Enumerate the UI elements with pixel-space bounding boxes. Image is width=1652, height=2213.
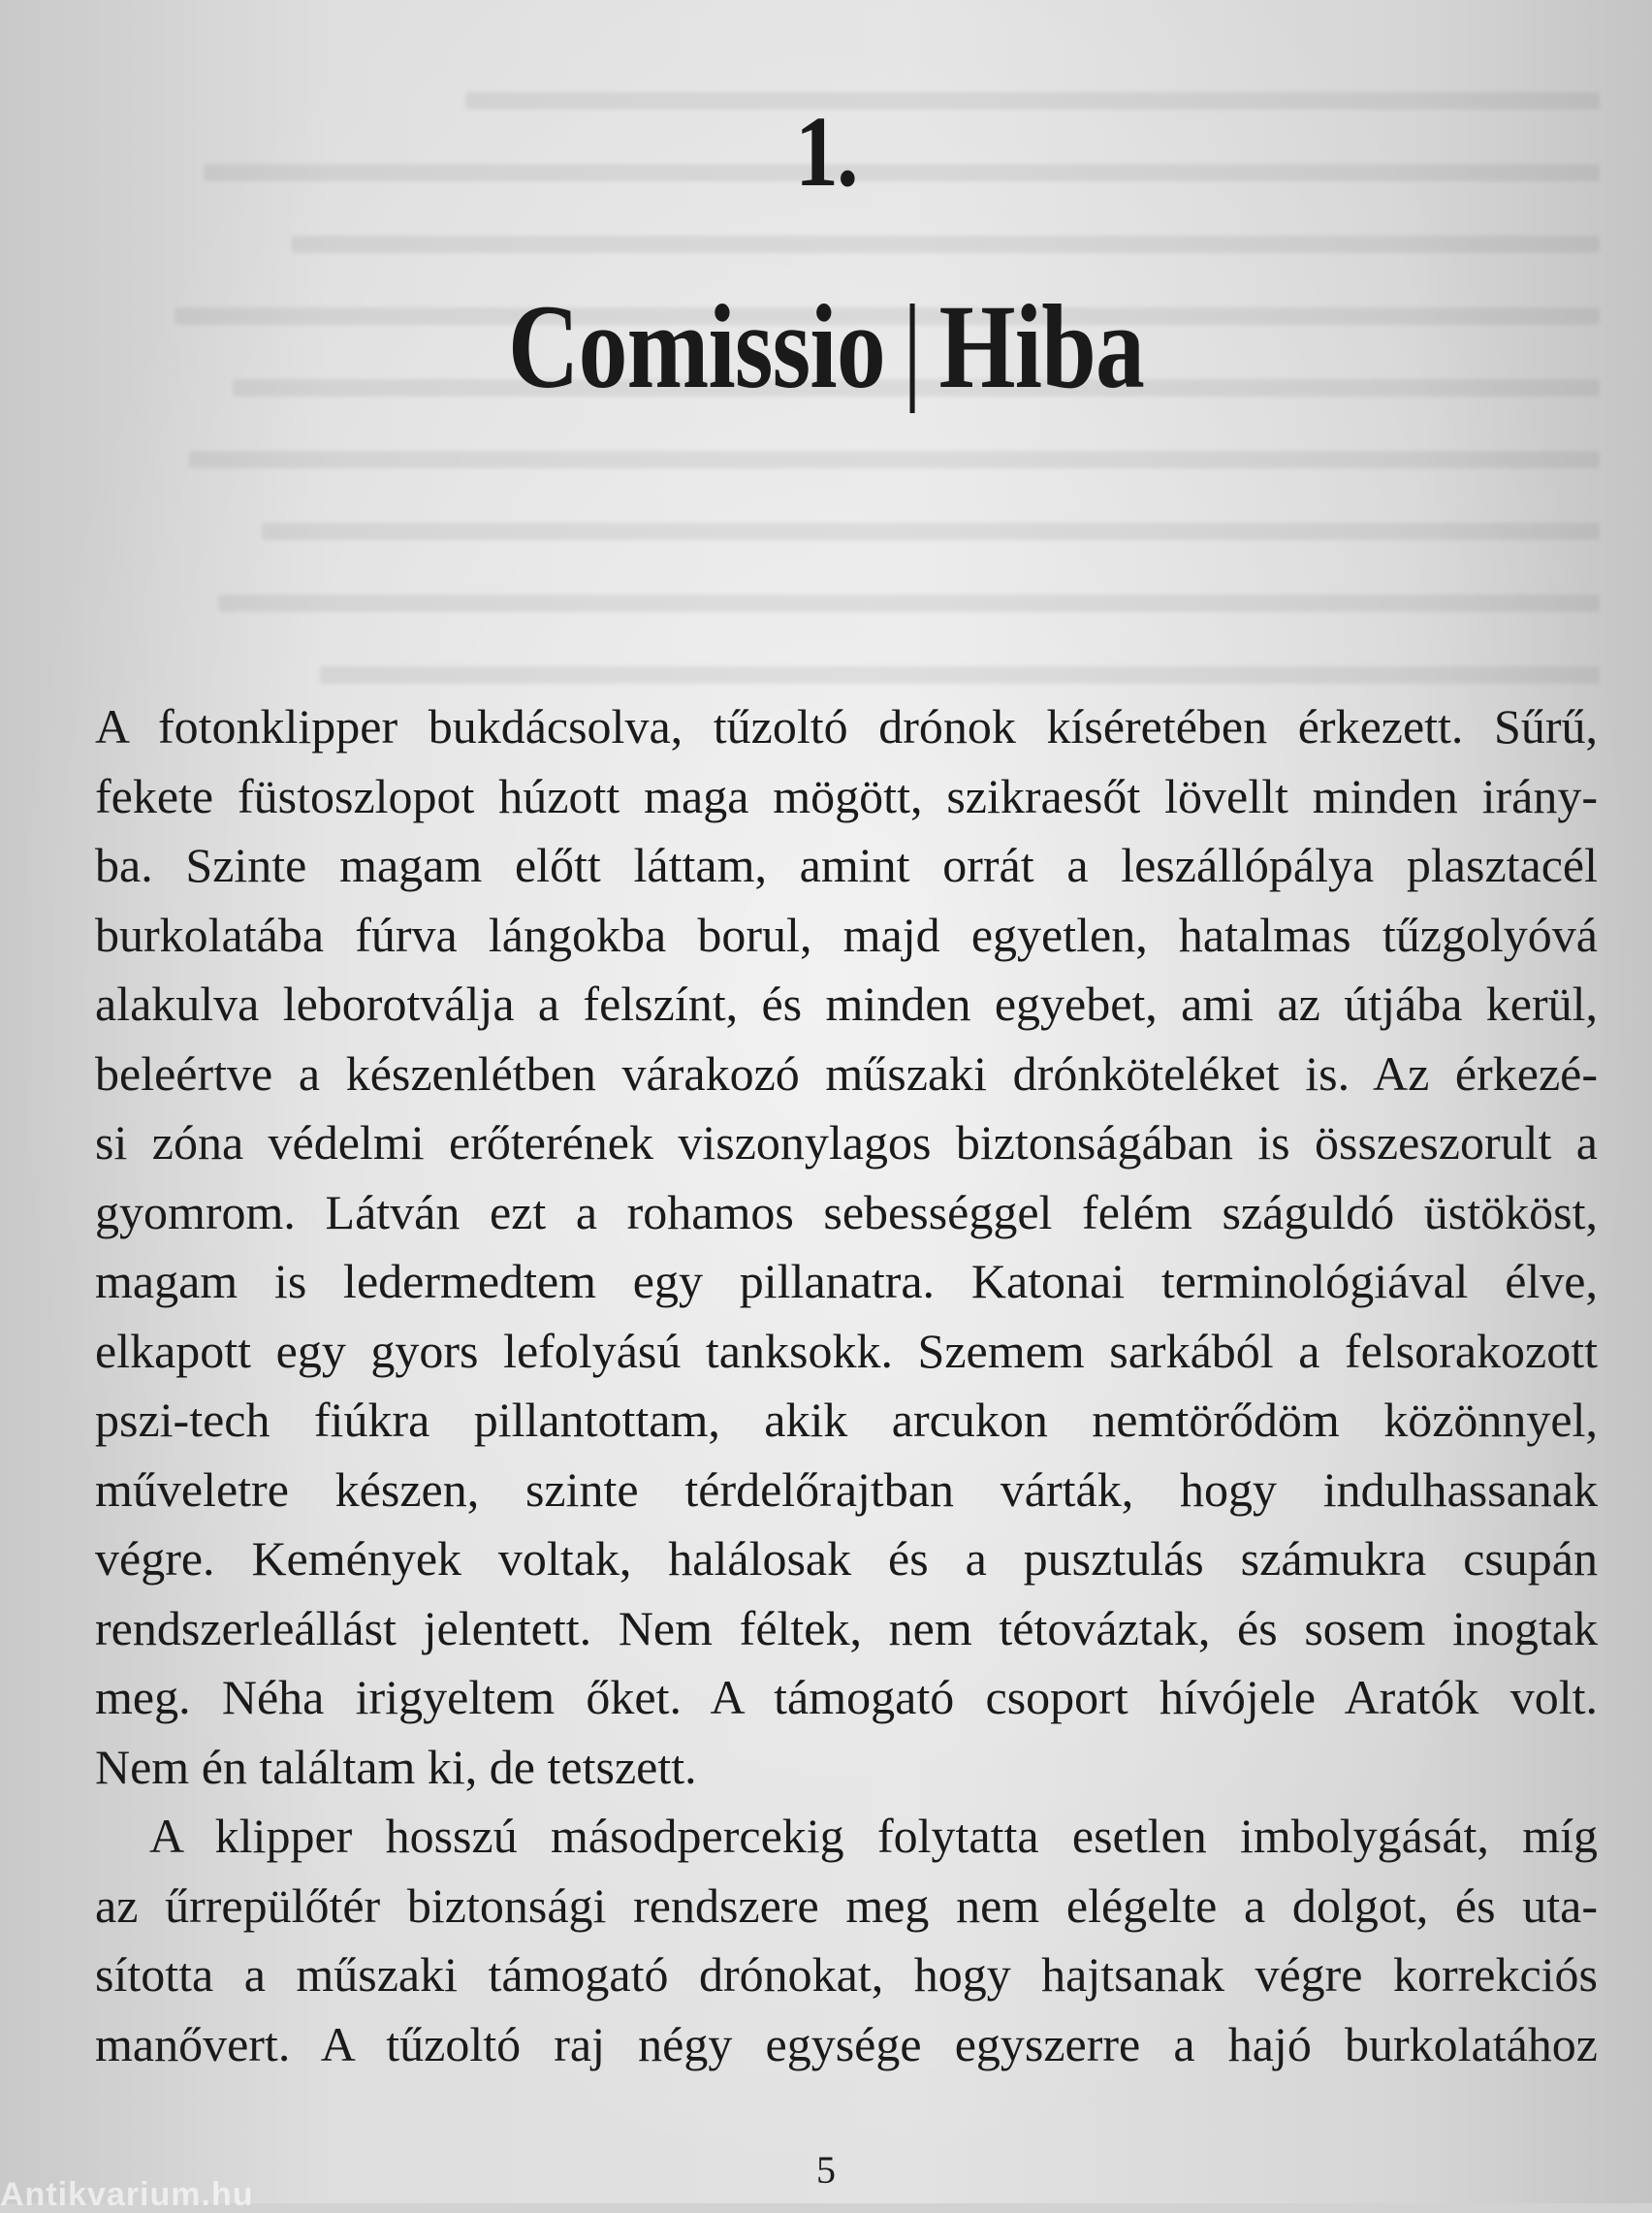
text-line: gyomrom. Látván ezt a rohamos sebességgel felém száguldó üstököst,	[95, 1184, 1598, 1239]
chapter-number: 1.	[795, 96, 857, 208]
text-line: A klipper hosszú másodpercekig folytatta esetlen imbolygását, míg	[149, 1809, 1598, 1863]
text-line: műveletre készen, szinte térdelőrajtban várták, hogy indulhassanak	[95, 1461, 1598, 1517]
text-line: meg. Néha irigyeltem őket. A támogató csoport hívójele Aratók volt.	[95, 1670, 1598, 1724]
body-text	[95, 692, 1598, 2079]
text-line: ba. Szinte magam előtt láttam, amint orrát a leszállópálya plasztacél	[95, 838, 1598, 892]
text-line: fekete füstoszlopot húzott maga mögött, szikraesőt lövellt minden irány-	[95, 768, 1598, 823]
chapter-title-part2: Hiba	[938, 280, 1144, 413]
text-line: beleértve a készenlétben várakozó műszaki drónköteléket is. Az érkezé-	[95, 1045, 1598, 1101]
text-line: si zóna védelmi erőterének viszonylagos biztonságában is összeszorult a	[95, 1115, 1598, 1170]
text-line: rendszerleállást jelentett. Nem féltek, nem tétováztak, és sosem inogtak	[95, 1600, 1598, 1655]
paragraph	[95, 1802, 1598, 2079]
chapter-title	[0, 280, 1652, 413]
text-line: manővert. A tűzoltó raj négy egysége egyszerre a hajó burkolatához	[95, 2016, 1598, 2071]
page-number: 5	[816, 2148, 836, 2192]
watermark: Antikvarium.hu	[0, 2176, 254, 2213]
text-line: A fotonklipper bukdácsolva, tűzoltó drónok kíséretében érkezett. Sűrű,	[95, 699, 1598, 754]
text-line: alakulva leborotválja a felszínt, és minden egyebet, ami az útjába kerül,	[95, 977, 1598, 1031]
paragraph	[95, 692, 1598, 1802]
text-line: pszi-tech fiúkra pillantottam, akik arcukon nemtörődöm közönnyel,	[95, 1393, 1598, 1447]
text-line: Nem én találtam ki, de tetszett.	[95, 1739, 697, 1794]
text-line: az űrrepülőtér biztonsági rendszere meg nem elégelte a dolgot, és uta-	[95, 1877, 1598, 1933]
text-line: magam is ledermedtem egy pillanatra. Katonai terminológiával élve,	[95, 1254, 1598, 1308]
chapter-title-part1: Comissio	[508, 280, 885, 413]
chapter-title-separator: |	[902, 280, 922, 413]
text-line: végre. Kemények voltak, halálosak és a pusztulás számukra csupán	[95, 1531, 1598, 1586]
text-line: elkapott egy gyors lefolyású tanksokk. Szemem sarkából a felsorakozott	[95, 1323, 1598, 1378]
text-line: burkolatába fúrva lángokba borul, majd egyetlen, hatalmas tűzgolyóvá	[95, 907, 1598, 962]
text-line: sította a műszaki támogató drónokat, hogy hajtsanak végre korrekciós	[95, 1947, 1598, 2002]
